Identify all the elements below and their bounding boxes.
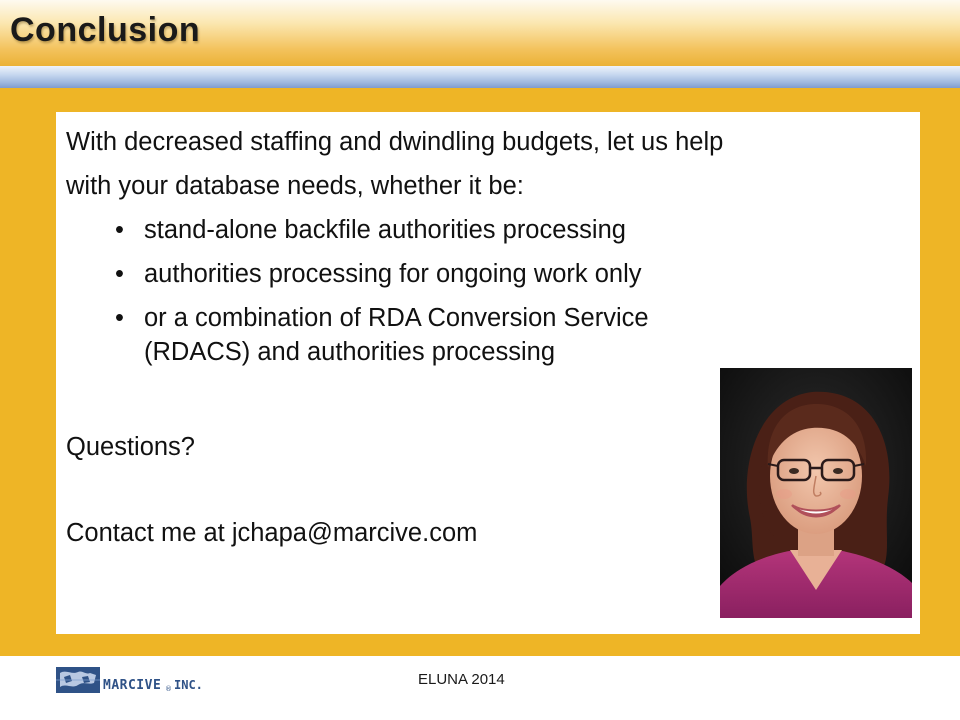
bullet-text: authorities processing for ongoing work only xyxy=(144,260,642,288)
svg-text:®: ® xyxy=(165,685,172,693)
bullet-item xyxy=(66,208,906,252)
marcive-logo-mark xyxy=(56,663,216,697)
footer-event: ELUNA 2014 xyxy=(418,671,505,688)
bullet-dot: • xyxy=(115,260,124,288)
bullet-item xyxy=(66,296,906,369)
body-text xyxy=(66,120,906,369)
contact-text: Contact me at jchapa@marcive.com xyxy=(66,519,478,547)
presenter-portrait xyxy=(720,368,912,618)
svg-text:MARCIVE: MARCIVE xyxy=(103,678,162,693)
marcive-logo xyxy=(56,663,216,697)
bullet-dot: • xyxy=(115,304,124,332)
bullet-list xyxy=(66,208,906,369)
intro-line-2: with your database needs, whether it be: xyxy=(66,172,524,200)
bullet-text-line-1: or a combination of RDA Conversion Service xyxy=(144,304,649,332)
bullet-text: stand-alone backfile authorities processing xyxy=(144,216,626,244)
bullet-item xyxy=(66,252,906,296)
title-bar xyxy=(0,0,960,66)
intro-line-1: With decreased staffing and dwindling budgets, let us help xyxy=(66,128,724,156)
svg-text:INC.: INC. xyxy=(174,678,203,692)
header-stripe xyxy=(0,66,960,88)
questions-text: Questions? xyxy=(66,433,195,461)
bullet-dot: • xyxy=(115,216,124,244)
presenter-photo xyxy=(720,368,912,618)
slide-title: Conclusion xyxy=(10,11,201,49)
bullet-text-line-2: (RDACS) and authorities processing xyxy=(144,338,556,366)
